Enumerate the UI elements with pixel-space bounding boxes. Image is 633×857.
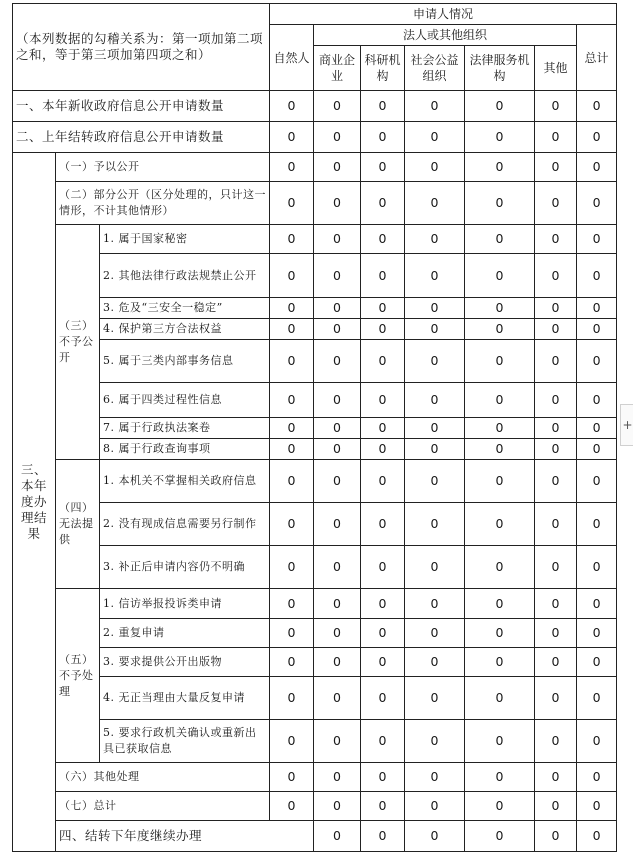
count-cell: 0 [405, 298, 465, 319]
count-cell: 0 [577, 677, 617, 720]
count-cell: 0 [535, 589, 577, 619]
count-cell: 0 [535, 792, 577, 821]
count-cell: 0 [361, 677, 405, 720]
count-cell: 0 [577, 648, 617, 677]
count-cell: 0 [314, 319, 361, 340]
count-cell: 0 [314, 503, 361, 546]
group-3: （三）不予公开 [56, 225, 100, 460]
count-cell: 0 [465, 720, 535, 763]
count-cell: 0 [465, 340, 535, 383]
section-1: 一、本年新收政府信息公开申请数量 [13, 91, 270, 122]
count-cell: 0 [314, 91, 361, 122]
count-cell: 0 [465, 153, 535, 182]
count-cell: 0 [405, 418, 465, 439]
count-cell: 0 [314, 439, 361, 460]
row-x5: 5. 要求行政机关确认或重新出具已获取信息 [100, 720, 270, 763]
count-cell: 0 [361, 122, 405, 153]
count-cell: 0 [314, 153, 361, 182]
count-cell: 0 [361, 763, 405, 792]
count-cell: 0 [405, 153, 465, 182]
count-cell: 0 [405, 225, 465, 254]
count-cell: 0 [465, 821, 535, 852]
count-cell: 0 [405, 319, 465, 340]
count-cell: 0 [405, 182, 465, 225]
count-cell: 0 [535, 153, 577, 182]
section-2: 二、上年结转政府信息公开申请数量 [13, 122, 270, 153]
count-cell: 0 [465, 439, 535, 460]
disclosure-table [12, 3, 617, 852]
row-r7: （七）总计 [56, 792, 270, 821]
count-cell: 0 [577, 182, 617, 225]
count-cell: 0 [314, 418, 361, 439]
count-cell: 0 [270, 319, 314, 340]
header-legal-service: 法律服务机构 [465, 46, 535, 91]
count-cell: 0 [535, 439, 577, 460]
count-cell: 0 [314, 589, 361, 619]
count-cell: 0 [577, 122, 617, 153]
row-x3: 3. 要求提供公开出版物 [100, 648, 270, 677]
count-cell: 0 [361, 225, 405, 254]
count-cell: 0 [577, 503, 617, 546]
count-cell: 0 [270, 340, 314, 383]
group-5: （五）不予处理 [56, 589, 100, 763]
count-cell: 0 [465, 792, 535, 821]
header-business: 商业企业 [314, 46, 361, 91]
row-x4: 4. 无正当理由大量反复申请 [100, 677, 270, 720]
header-legal-group: 法人或其他组织 [314, 25, 577, 46]
count-cell: 0 [535, 648, 577, 677]
count-cell: 0 [465, 91, 535, 122]
row-r2: （二）部分公开（区分处理的，只计这一情形，不计其他情形） [56, 182, 270, 225]
expand-tab-plus-icon[interactable]: + [620, 404, 633, 446]
count-cell: 0 [361, 298, 405, 319]
count-cell: 0 [577, 418, 617, 439]
row-n7: 7. 属于行政执法案卷 [100, 418, 270, 439]
count-cell: 0 [270, 763, 314, 792]
count-cell: 0 [465, 589, 535, 619]
count-cell: 0 [577, 792, 617, 821]
count-cell: 0 [535, 460, 577, 503]
count-cell: 0 [577, 460, 617, 503]
count-cell: 0 [270, 122, 314, 153]
count-cell: 0 [465, 383, 535, 418]
count-cell: 0 [465, 254, 535, 298]
count-cell: 0 [405, 589, 465, 619]
count-cell: 0 [535, 503, 577, 546]
count-cell: 0 [577, 225, 617, 254]
count-cell: 0 [577, 383, 617, 418]
count-cell: 0 [314, 383, 361, 418]
count-cell: 0 [270, 589, 314, 619]
count-cell: 0 [577, 340, 617, 383]
count-cell: 0 [535, 182, 577, 225]
count-cell: 0 [535, 619, 577, 648]
count-cell: 0 [405, 619, 465, 648]
count-cell: 0 [361, 460, 405, 503]
count-cell: 0 [405, 763, 465, 792]
count-cell: 0 [405, 792, 465, 821]
count-cell: 0 [361, 418, 405, 439]
count-cell: 0 [405, 546, 465, 589]
section-4: 四、结转下年度继续办理 [56, 821, 314, 852]
count-cell: 0 [314, 340, 361, 383]
row-n2: 2. 其他法律行政法规禁止公开 [100, 254, 270, 298]
count-cell: 0 [314, 546, 361, 589]
count-cell: 0 [465, 546, 535, 589]
count-cell: 0 [577, 821, 617, 852]
count-cell: 0 [465, 763, 535, 792]
count-cell: 0 [314, 821, 361, 852]
count-cell: 0 [270, 153, 314, 182]
count-cell: 0 [270, 225, 314, 254]
row-u1: 1. 本机关不掌握相关政府信息 [100, 460, 270, 503]
count-cell: 0 [577, 619, 617, 648]
count-cell: 0 [465, 298, 535, 319]
count-cell: 0 [405, 439, 465, 460]
count-cell: 0 [405, 720, 465, 763]
count-cell: 0 [535, 225, 577, 254]
header-note: （本列数据的勾稽关系为：第一项加第二项之和，等于第三项加第四项之和） [13, 4, 270, 91]
count-cell: 0 [314, 648, 361, 677]
count-cell: 0 [535, 677, 577, 720]
count-cell: 0 [361, 821, 405, 852]
count-cell: 0 [465, 460, 535, 503]
count-cell: 0 [361, 720, 405, 763]
count-cell: 0 [465, 619, 535, 648]
count-cell: 0 [270, 418, 314, 439]
count-cell: 0 [465, 677, 535, 720]
header-social: 社会公益组织 [405, 46, 465, 91]
count-cell: 0 [270, 792, 314, 821]
count-cell: 0 [270, 298, 314, 319]
count-cell: 0 [465, 503, 535, 546]
count-cell: 0 [405, 122, 465, 153]
count-cell: 0 [314, 792, 361, 821]
count-cell: 0 [577, 439, 617, 460]
header-research: 科研机构 [361, 46, 405, 91]
count-cell: 0 [361, 319, 405, 340]
count-cell: 0 [405, 503, 465, 546]
count-cell: 0 [405, 677, 465, 720]
row-n4: 4. 保护第三方合法权益 [100, 319, 270, 340]
count-cell: 0 [270, 503, 314, 546]
header-natural-person: 自然人 [270, 25, 314, 91]
count-cell: 0 [577, 254, 617, 298]
row-n5: 5. 属于三类内部事务信息 [100, 340, 270, 383]
count-cell: 0 [314, 720, 361, 763]
count-cell: 0 [405, 254, 465, 298]
count-cell: 0 [314, 763, 361, 792]
count-cell: 0 [405, 91, 465, 122]
count-cell: 0 [465, 225, 535, 254]
count-cell: 0 [405, 340, 465, 383]
row-n3: 3. 危及“三安全一稳定” [100, 298, 270, 319]
count-cell: 0 [535, 319, 577, 340]
count-cell: 0 [270, 383, 314, 418]
count-cell: 0 [270, 619, 314, 648]
row-u3: 3. 补正后申请内容仍不明确 [100, 546, 270, 589]
count-cell: 0 [270, 460, 314, 503]
row-n8: 8. 属于行政查询事项 [100, 439, 270, 460]
count-cell: 0 [535, 418, 577, 439]
count-cell: 0 [361, 254, 405, 298]
count-cell: 0 [361, 619, 405, 648]
count-cell: 0 [465, 319, 535, 340]
count-cell: 0 [361, 182, 405, 225]
count-cell: 0 [535, 340, 577, 383]
count-cell: 0 [535, 298, 577, 319]
header-other: 其他 [535, 46, 577, 91]
count-cell: 0 [270, 546, 314, 589]
count-cell: 0 [535, 254, 577, 298]
count-cell: 0 [314, 122, 361, 153]
count-cell: 0 [270, 648, 314, 677]
count-cell: 0 [535, 91, 577, 122]
count-cell: 0 [361, 792, 405, 821]
count-cell: 0 [535, 383, 577, 418]
count-cell: 0 [577, 319, 617, 340]
count-cell: 0 [314, 298, 361, 319]
count-cell: 0 [465, 122, 535, 153]
row-r6: （六）其他处理 [56, 763, 270, 792]
count-cell: 0 [270, 677, 314, 720]
row-u2: 2. 没有现成信息需要另行制作 [100, 503, 270, 546]
group-4: （四）无法提供 [56, 460, 100, 589]
count-cell: 0 [270, 91, 314, 122]
count-cell: 0 [535, 763, 577, 792]
count-cell: 0 [405, 383, 465, 418]
count-cell: 0 [314, 182, 361, 225]
count-cell: 0 [314, 677, 361, 720]
count-cell: 0 [270, 439, 314, 460]
count-cell: 0 [465, 182, 535, 225]
header-total: 总计 [577, 25, 617, 91]
section-3: 三、本年度办理结果 [13, 153, 56, 852]
count-cell: 0 [577, 763, 617, 792]
count-cell: 0 [361, 383, 405, 418]
count-cell: 0 [535, 546, 577, 589]
count-cell: 0 [314, 619, 361, 648]
count-cell: 0 [577, 153, 617, 182]
count-cell: 0 [405, 648, 465, 677]
count-cell: 0 [361, 503, 405, 546]
count-cell: 0 [361, 340, 405, 383]
row-x1: 1. 信访举报投诉类申请 [100, 589, 270, 619]
count-cell: 0 [270, 720, 314, 763]
count-cell: 0 [270, 254, 314, 298]
row-x2: 2. 重复申请 [100, 619, 270, 648]
count-cell: 0 [577, 589, 617, 619]
count-cell: 0 [577, 298, 617, 319]
count-cell: 0 [465, 648, 535, 677]
count-cell: 0 [361, 91, 405, 122]
count-cell: 0 [314, 460, 361, 503]
count-cell: 0 [577, 546, 617, 589]
count-cell: 0 [405, 821, 465, 852]
count-cell: 0 [405, 460, 465, 503]
count-cell: 0 [314, 225, 361, 254]
count-cell: 0 [465, 418, 535, 439]
row-n6: 6. 属于四类过程性信息 [100, 383, 270, 418]
count-cell: 0 [577, 91, 617, 122]
count-cell: 0 [535, 122, 577, 153]
count-cell: 0 [535, 821, 577, 852]
count-cell: 0 [361, 546, 405, 589]
count-cell: 0 [361, 153, 405, 182]
row-n1: 1. 属于国家秘密 [100, 225, 270, 254]
count-cell: 0 [361, 589, 405, 619]
count-cell: 0 [577, 720, 617, 763]
count-cell: 0 [361, 648, 405, 677]
count-cell: 0 [270, 182, 314, 225]
header-applicant: 申请人情况 [270, 4, 617, 25]
count-cell: 0 [361, 439, 405, 460]
row-r1: （一）予以公开 [56, 153, 270, 182]
count-cell: 0 [314, 254, 361, 298]
count-cell: 0 [535, 720, 577, 763]
